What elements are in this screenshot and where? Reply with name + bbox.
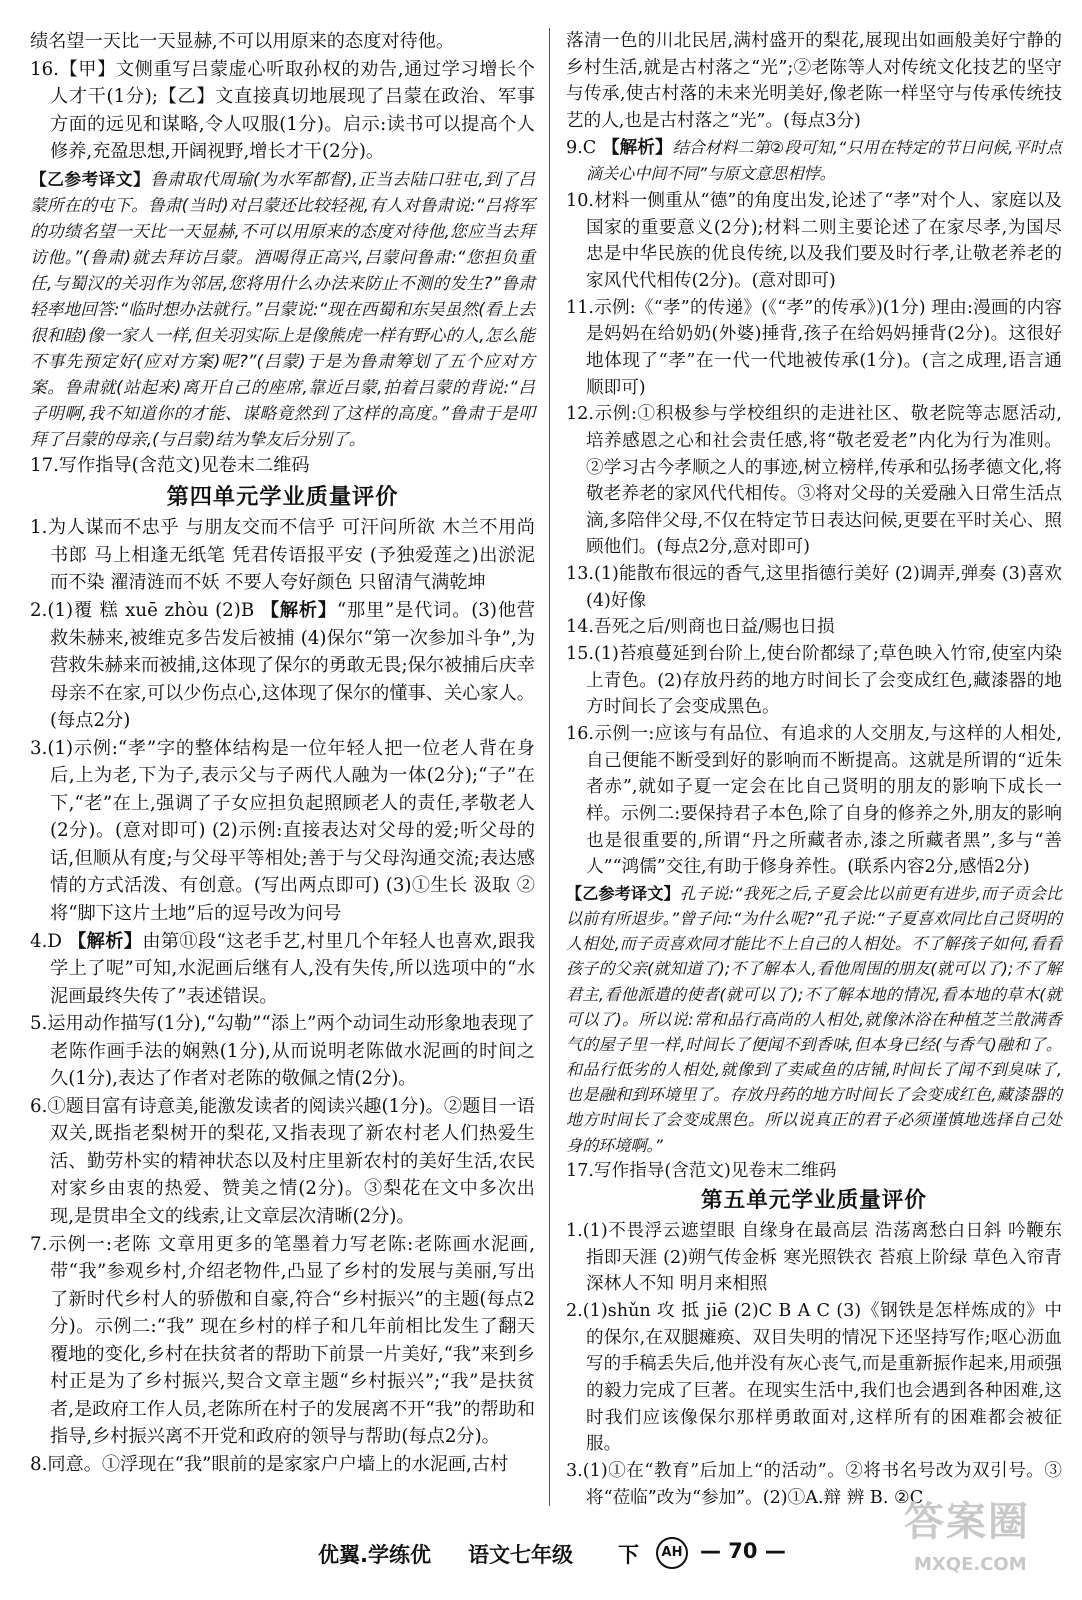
answer-4-1: 1.为人谋而不忠乎 与朋友交而不信乎 可汗问所欲 木兰不用尚书郎 马上相逢无纸笔 凭君传语报平安 (予独爱莲之)出淤泥而不染 濯清涟而不妖 不要人夸好颜色 只留清气满乾坤 [30,517,535,594]
watermark [884,1490,1064,1590]
translation-tag: 【乙参考译文】 [566,884,680,903]
translation-block [30,166,535,453]
analysis-tag: 【解析】 [260,599,337,621]
analysis-tag: 【解析】 [601,136,673,158]
answer-continuation: 绩名望一天比一天显赫,不可以用原来的态度对待他。 [30,31,455,52]
answer-4-9 [566,135,1062,188]
translation-text-2: 孔子说:“我死之后,子夏会比以前更有进步,而子贡会比以前有所退步。”曾子问:“为什么呢?”孔子说:“子夏喜欢同比自己贤明的人相处,而子贡喜欢同才能比不上自己的人相处。不了解孩子如何,看看孩子的父亲(就知道了);不了解本人,看他周围的朋友(就可以了);不了解君主,看他派遣的使者(就可以了);不了解本地的情况,看本地的草木(就可以了)。所以说:常和品行高尚的人相处,就像沐浴在种植芝兰散满香气的屋子里一样,时间长了便闻不到香味,但本身已经(与香气)融和了。和品行低劣的人相处,就像到了卖咸鱼的店铺,时间长了闻不到臭味了,也是融和到环境里了。存放丹药的地方时间长了会变成红色,藏漆器的地方时间长了会变成黑色。所以说真正的君子必须谨慎地选择自己处身的环境啊。” [566,884,1063,1155]
answer-4-3: 3.(1)示例:“孝”字的整体结构是一位年轻人把一位老人背在身后,上为老,下为子,表示父与子两代人融为一体(2分);“子”在下,“老”在上,强调了子女应担负起照顾老人的责任,孝敬老人(2分)。(意对即可) (2)示例:直接表达对父母的爱;听父母的话,但顺从有度;与父母平等相处;善于与父母沟通交流;表达感情的方式活泼、有创意。(写出两点即可) (3)①生长 汲取 ②将“脚下这片土地”后的逗号改为问号 [30,737,535,924]
section-title-unit5: 第五单元学业质量评价 [701,1188,927,1214]
watermark-url: MXQE.COM [914,1554,1027,1575]
answer-4-5: 5.运用动作描写(1分),“勾勒”“添上”两个动词生动形象地表现了老陈作画手法的娴熟(1分),从而说明老陈做水泥画的时间之久(1分),表达了作者对老陈的敬佩之情(2分)。 [30,1013,535,1090]
translation-text: 鲁肃取代周瑜(为水军都督),正当去陆口驻屯,到了吕蒙所在的屯下。鲁肃(当时)对吕蒙还比较轻视,有人对鲁肃说:“吕将军的功绩名望一天比一天显赫,不可以用原来的态度对待他,您应当去拜访他。”(鲁肃)就去拜访吕蒙。酒喝得正高兴,吕蒙问鲁肃:“您担负重任,与蜀汉的关羽作为邻居,您将用什么办法来防止不测的发生?”鲁肃轻率地回答:“临时想办法就行。”吕蒙说:“现在西蜀和东吴虽然(看上去很和睦)像一家人一样,但关羽实际上是像熊虎一样有野心的人,怎么能不事先预定好(应对方案)呢?”(吕蒙)于是为鲁肃筹划了五个应对方案。鲁肃就(站起来)离开自己的座席,靠近吕蒙,拍着吕蒙的背说:“吕子明啊,我不知道你的才能、谋略竟然到了这样的高度。”鲁肃于是叩拜了吕蒙的母亲,(与吕蒙)结为挚友后分别了。 [30,168,535,450]
answer-4-15: 15.(1)苔痕蔓延到台阶上,使台阶都绿了;草色映入竹帘,使室内染上青色。(2)存放丹药的地方时间长了会变成红色,藏漆器的地方时间长了会变成黑色。 [566,644,1062,718]
answer-4-6: 6.①题目富有诗意美,能激发读者的阅读兴趣(1分)。②题目一语双关,既指老梨树开的梨花,又指表现了新农村老人们热爱生活、勤劳朴实的精神状态以及村庄里新农村的美好生活,农民对家乡由衷的热爱、赞美之情(2分)。③梨花在文中多次出现,是贯串全文的线索,让文章层次清晰(2分)。 [30,1095,535,1228]
answer-8-continuation: 落清一色的川北民居,满村盛开的梨花,展现出如画般美好宁静的乡村生活,就是古村落之“光”;②老陈等人对传统文化技艺的坚守与传承,使古村落的未来光明美好,像老陈一样坚守与传承传统技艺的人,也是古村落之“光”。(每点3分) [566,31,1062,131]
left-column [30,28,535,1478]
answer-4-2 [30,597,535,735]
answer-4-14: 14.吾死之后/则商也日益/赐也日损 [566,617,835,638]
answer-4-8: 8.同意。①浮现在“我”眼前的是家家户户墙上的水泥画,古村 [30,1453,509,1475]
translation-block-2 [566,881,1062,1158]
answer-5-2: 2.(1)shǔn 攻 抵 jiē (2)C B A C (3)《钢铁是怎样炼成的》中的保尔,在双腿瘫痪、双目失明的情况下还坚持写作;呕心沥血写的手稿丢失后,他并没有灰心丧气,而是重新振作起来,用顽强的毅力完成了巨著。在现实生活中,我们也会遇到各种困难,这时我们应该像保尔那样勇敢面对,这样所有的困难都会被征服。 [566,1301,1062,1455]
answer-4-10: 10.材料一侧重从“德”的角度出发,论述了“孝”对个人、家庭以及国家的重要意义(2分);材料二则主要论述了在家尽孝,为国尽忠是中华民族的优良传统,以及我们要及时行孝,让敬老养老的家风代代相传(2分)。(意对即可) [566,190,1062,291]
column-divider [549,28,550,1506]
answer-4-17: 17.写作指导(含范文)见卷末二维码 [566,1160,837,1181]
answer-17: 17.写作指导(含范文)见卷末二维码 [30,455,310,477]
region-badge: AH [656,1537,688,1569]
analysis-tag: 【解析】 [68,930,143,952]
answer-4-4-b: 由第⑪段“这老手艺,村里几个年轻人也喜欢,跟我学上了呢”可知,水泥画后继有人,没有失传,所以选项中的“水泥画最终失传了”表述错误。 [50,930,535,1007]
page-number: — 70 — [700,1539,786,1563]
section-title-unit4: 第四单元学业质量评价 [166,483,399,510]
watermark-logo: 答案圈 [904,1499,1030,1545]
answer-4-9-a: 9.C [566,137,597,158]
answer-4-4-a: 4.D [30,930,62,952]
answer-4-4 [30,928,535,1011]
answer-4-13: 13.(1)能散布很远的香气,这里指德行美好 (2)调弄,弹奏 (3)喜欢 (4)好像 [566,564,1062,611]
answer-4-9-b: 结合材料二第②段可知,“只用在特定的节日问候,平时点滴关心中间不同”与原文意思相悖。 [586,137,1062,184]
footer-subject: 语文七年级 [468,1543,573,1567]
answer-5-3: 3.(1)①在“教育”后加上“的活动”。②将书名号改为双引号。③将“莅临”改为“参加”。(2)①A.辩 辨 B. ②C [566,1460,1062,1508]
answer-4-16: 16.示例一:应该与有品位、有追求的人交朋友,与这样的人相处,自己便能不断受到好的影响而不断提高。这就是所谓的“近朱者赤”,就如子夏一定会在比自己贤明的朋友的影响下成长一样。示例二:要保持君子本色,除了自身的修养之外,朋友的影响也是很重要的,所谓“丹之所藏者赤,漆之所藏者黑”,多与“善人”“鸿儒”交往,有助于修身养性。(联系内容2分,感悟2分) [566,724,1062,878]
answer-16: 16.【甲】文侧重写吕蒙虚心听取孙权的劝告,通过学习增长个人才干(1分);【乙】文直接真切地展现了吕蒙在政治、军事方面的远见和谋略,令人叹服(1分)。启示:读书可以提高个人修养,充盈思想,开阔视野,增长才干(2分)。 [30,58,535,163]
answer-4-12: 12.示例:①积极参与学校组织的走进社区、敬老院等志愿活动,培养感恩之心和社会责任感,将“敬老爱老”内化为行为准则。②学习古今孝顺之人的事迹,树立榜样,传承和弘扬孝德文化,将敬老养老的家风代代相传。③将对父母的关爱融入日常生活点滴,多陪伴父母,不仅在特定节日表达问候,更要在平时关心、照顾他们。(每点2分,意对即可) [566,404,1062,558]
footer-brand: 优翼.学练优 [318,1543,431,1567]
answer-5-1: 1.(1)不畏浮云遮望眼 自缘身在最高层 浩荡离愁白日斜 吟鞭东指即天涯 (2)朔气传金柝 寒光照铁衣 苔痕上阶绿 草色入帘青 深林人不知 明月来相照 [566,1221,1062,1295]
answer-4-11: 11.示例:《“孝”的传递》(《“孝”的传承》)(1分) 理由:漫画的内容是妈妈在给奶奶(外婆)捶背,孩子在给妈妈捶背(2分)。这很好地体现了“孝”在一代一代地被传承(1分)。(言之成理,语言通顺即可) [566,297,1062,398]
answer-4-2-b: “那里”是代词。(3)他营救朱赫来,被维克多告发后被捕 (4)保尔“第一次参加斗争”,为营救朱赫来而被捕,这体现了保尔的勇敢无畏;保尔被捕后庆幸母亲不在家,可以少伤点心,这体现了保尔的懂事、关心家人。(每点2分) [50,599,535,732]
translation-tag: 【乙参考译文】 [30,168,151,189]
footer-term: 下 [618,1543,639,1567]
right-column [566,28,1062,1511]
answer-4-7: 7.示例一:老陈 文章用更多的笔墨着力写老陈:老陈画水泥画,带“我”参观乡村,介绍老物件,凸显了乡村的发展与美丽,写出了新时代乡村人的骄傲和自豪,符合“乡村振兴”的主题(每点2分)。示例二:“我” 现在乡村的样子和几年前相比发生了翻天覆地的变化,乡村在扶贫者的帮助下前景一片美好,“我”来到乡村正是为了乡村振兴,契合文章主题“乡村振兴”;“我”是扶贫者,是政府工作人员,老陈所在村子的发展离不开“我”的帮助和指导,乡村振兴离不开党和政府的领导与帮助(每点2分)。 [30,1233,535,1448]
answer-4-2-a: 2.(1)覆 糕 xuē zhòu (2)B [30,599,255,621]
